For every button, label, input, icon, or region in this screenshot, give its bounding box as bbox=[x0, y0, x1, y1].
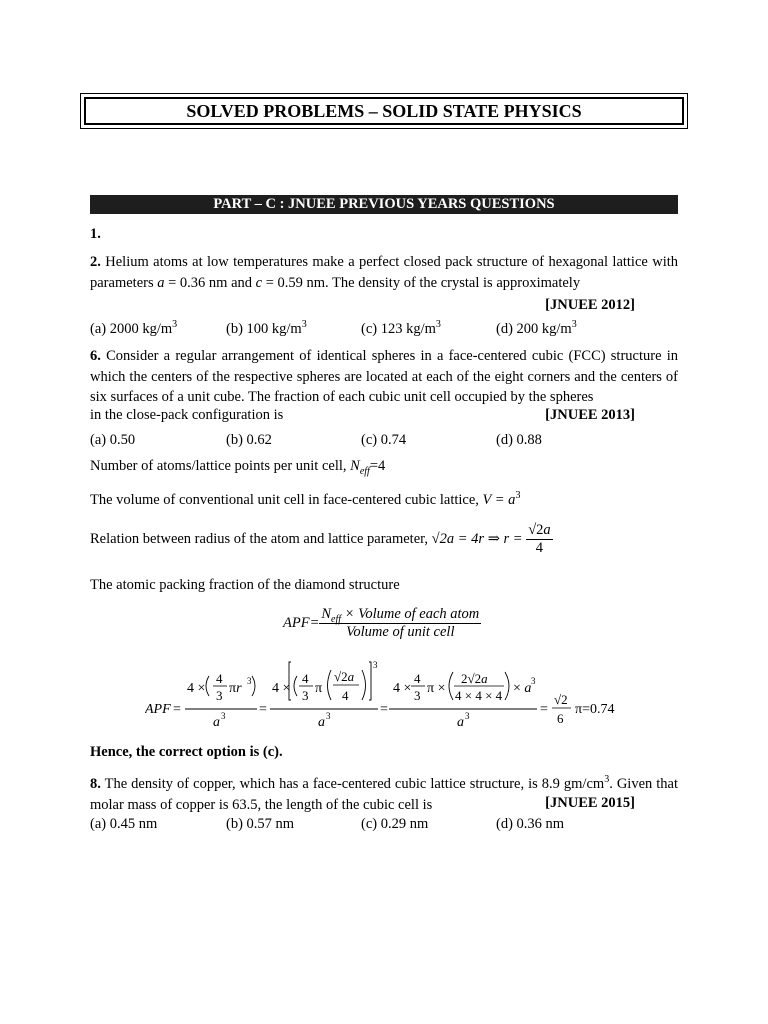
question-2-tag-line bbox=[90, 297, 635, 317]
svg-text:× a: × a bbox=[513, 681, 532, 696]
question-8-tag: [JNUEE 2015] bbox=[545, 795, 635, 811]
option-c: (c) 0.74 bbox=[361, 432, 407, 448]
question-2 bbox=[90, 252, 678, 293]
svg-text:=: = bbox=[173, 702, 181, 717]
radius-fraction: $\frac{√2a}{4}$ bbox=[528, 522, 551, 556]
svg-text:4 ×: 4 × bbox=[272, 681, 291, 696]
option-a: (a) 0.45 nm bbox=[90, 816, 158, 832]
option-c: (c) 0.29 nm bbox=[361, 816, 429, 832]
svg-text:6: 6 bbox=[557, 711, 564, 726]
question-6 bbox=[90, 346, 678, 408]
page-title: SOLVED PROBLEMS – SOLID STATE PHYSICS bbox=[84, 97, 684, 125]
svg-text:4 ×: 4 × bbox=[187, 681, 206, 696]
question-2-text-a: Helium atoms at low temperatures make a perfect closed pack structure of hexagonal lattice with parameters bbox=[90, 254, 678, 291]
svg-text:4 ×: 4 × bbox=[393, 681, 412, 696]
svg-text:4: 4 bbox=[302, 671, 309, 686]
option-d: (d) 200 $kg/m^3$ bbox=[496, 319, 577, 337]
option-a: (a) 2000 $kg/m^3$ bbox=[90, 319, 178, 337]
part-heading: PART – C : JNUEE PREVIOUS YEARS QUESTIONS bbox=[90, 195, 678, 214]
var-c: c bbox=[255, 274, 263, 291]
svg-text:3: 3 bbox=[531, 676, 536, 686]
option-d: (d) 0.36 nm bbox=[496, 816, 565, 832]
question-8: 8. The density of copper, which has a face-centered cubic lattice structure, is 8.9 $gm/cm^3$. Given that molar mass of copper is 63.5, the length of the cubic cell is bbox=[90, 774, 678, 813]
question-8-options bbox=[90, 816, 678, 836]
option-b: (b) 0.62 bbox=[226, 432, 272, 448]
question-8-number: 8. bbox=[90, 776, 101, 792]
svg-text:3: 3 bbox=[247, 676, 252, 686]
var-a: a bbox=[157, 274, 165, 291]
svg-text:3: 3 bbox=[302, 688, 309, 703]
option-b: (b) 0.57 nm bbox=[226, 816, 295, 832]
option-a: (a) 0.50 bbox=[90, 432, 136, 448]
svg-text:3: 3 bbox=[221, 711, 226, 721]
svg-text:√2a: √2a bbox=[334, 669, 355, 684]
question-2-tag: [JNUEE 2012] bbox=[545, 297, 635, 313]
svg-text:=: = bbox=[380, 702, 388, 717]
svg-text:3: 3 bbox=[216, 688, 223, 703]
solution-line-4: The atomic packing fraction of the diamond structure bbox=[90, 577, 400, 593]
svg-text:=: = bbox=[259, 702, 267, 717]
apf-calculation bbox=[145, 656, 645, 741]
svg-text:4: 4 bbox=[414, 671, 421, 686]
question-6-text: Consider a regular arrangement of identical spheres in a face-centered cubic (FCC) structure in which the centers of the respective spheres are located at each of the eight corners and the centers of six surfaces of a unit cube. The fraction of each cubic unit cell occupied by the spheres bbox=[90, 348, 679, 405]
question-6-last-line-text: in the close-pack configuration is bbox=[90, 407, 284, 423]
svg-text:3: 3 bbox=[414, 688, 421, 703]
svg-text:a: a bbox=[457, 715, 464, 730]
svg-text:3: 3 bbox=[326, 711, 331, 721]
question-2-text-b: = 0.36 nm and bbox=[164, 274, 256, 291]
svg-text:4: 4 bbox=[342, 688, 349, 703]
svg-text:a: a bbox=[213, 715, 220, 730]
svg-text:4: 4 bbox=[216, 671, 223, 686]
svg-text:a: a bbox=[318, 715, 325, 730]
apf-result: π=0.74 bbox=[575, 702, 615, 717]
solution-line-2: The volume of conventional unit cell in face-centered cubic lattice, $V = a^3$ bbox=[90, 490, 521, 508]
option-b: (b) 100 $kg/m^3$ bbox=[226, 319, 307, 337]
svg-text:πr: πr bbox=[229, 681, 242, 696]
question-6-number: 6. bbox=[90, 348, 101, 364]
svg-text:π ×: π × bbox=[427, 681, 446, 696]
question-6-tag: [JNUEE 2013] bbox=[545, 407, 635, 423]
question-8-tag-line bbox=[90, 795, 635, 815]
svg-text:=: = bbox=[540, 702, 548, 717]
question-6-last-line bbox=[90, 407, 635, 427]
option-d: (d) 0.88 bbox=[496, 432, 542, 448]
solution-line-1: Number of atoms/lattice points per unit cell, $N_{eff}=4$ bbox=[90, 458, 386, 477]
question-2-text-c: = 0.59 nm. The density of the crystal is approximately bbox=[262, 274, 581, 291]
apf-calculation-graphic bbox=[145, 656, 645, 736]
question-6-options bbox=[90, 432, 678, 452]
svg-text:3: 3 bbox=[465, 711, 470, 721]
apf-formula: APF= $\frac{N_{eff} \times Volume of each atom}{\text{Volume of unit cell}}$ bbox=[283, 606, 480, 640]
question-2-number: 2. bbox=[90, 254, 101, 270]
svg-text:APF: APF bbox=[145, 702, 171, 717]
svg-text:2√2a: 2√2a bbox=[461, 671, 488, 686]
svg-text:4 × 4 × 4: 4 × 4 × 4 bbox=[455, 688, 503, 703]
option-c: (c) 123 $kg/m^3$ bbox=[361, 319, 441, 337]
question-1-number: 1. bbox=[90, 226, 101, 242]
question-2-options bbox=[90, 321, 678, 341]
svg-text:π: π bbox=[315, 681, 323, 696]
title-box bbox=[80, 93, 688, 129]
solution-line-3: Relation between radius of the atom and lattice parameter, √2a = 4r ⇒ r = $\frac{√2a}{4}$ bbox=[90, 522, 551, 556]
conclusion: Hence, the correct option is (c). bbox=[90, 744, 283, 760]
svg-text:3: 3 bbox=[373, 660, 378, 670]
svg-text:√2: √2 bbox=[554, 692, 568, 707]
